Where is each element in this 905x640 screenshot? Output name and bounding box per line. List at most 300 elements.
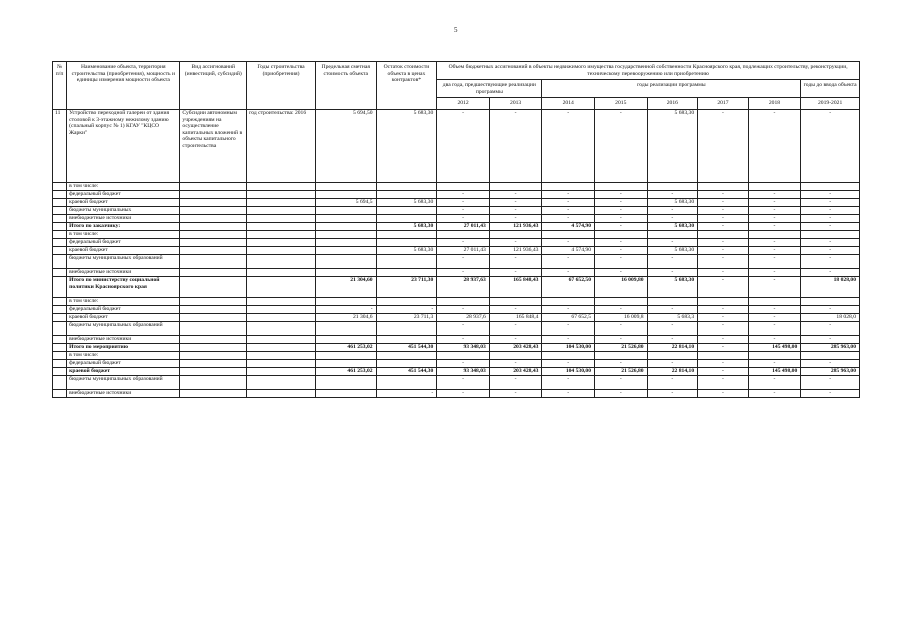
row-value (437, 182, 490, 190)
budget-table (52, 61, 860, 398)
row-value (647, 351, 698, 359)
row-value: 21 526,80 (594, 367, 647, 375)
row-label: краевой бюджет (67, 246, 180, 254)
row-label: в том числе: (67, 297, 180, 305)
row-max-cost (315, 335, 376, 343)
row-value: - (748, 254, 801, 268)
row-years-cell (247, 190, 316, 198)
row-value: 28 937,63 (437, 276, 490, 297)
row-value: 21 526,80 (594, 343, 647, 351)
row-rest-cost (376, 190, 437, 198)
object-row (53, 109, 860, 182)
row-rest-cost (376, 321, 437, 335)
row-value: - (698, 375, 749, 389)
row-value: - (647, 389, 698, 397)
row-value: - (542, 389, 595, 397)
year-header: 2019-2021 (801, 98, 860, 110)
row-value (594, 297, 647, 305)
row-value: - (748, 375, 801, 389)
row-type-cell (180, 351, 247, 359)
row-value (698, 297, 749, 305)
row-value: 93 348,03 (437, 343, 490, 351)
row-value: - (698, 335, 749, 343)
row-no-cell (53, 254, 67, 268)
row-value: 22 814,10 (647, 367, 698, 375)
row-value: 104 530,00 (542, 343, 595, 351)
row-value: 16 009,8 (594, 313, 647, 321)
table-row (53, 198, 860, 206)
row-value: - (594, 206, 647, 214)
row-type-cell (180, 367, 247, 375)
row-value (698, 230, 749, 238)
row-rest-cost (376, 182, 437, 190)
row-value: - (698, 313, 749, 321)
row-value: - (489, 335, 542, 343)
row-value: - (748, 268, 801, 276)
row-years-cell (247, 214, 316, 222)
row-value (801, 182, 860, 190)
row-value: - (489, 238, 542, 246)
row-value: - (748, 389, 801, 397)
row-value: - (542, 190, 595, 198)
row-type-cell (180, 297, 247, 305)
row-value (647, 230, 698, 238)
row-rest-cost (376, 359, 437, 367)
row-value: - (437, 389, 490, 397)
row-value (748, 351, 801, 359)
row-value: 18 028,00 (801, 276, 860, 297)
row-value (801, 351, 860, 359)
row-value: - (594, 198, 647, 206)
header-two-years: два года, предшествующие реализации программы (437, 80, 542, 98)
row-no-cell (53, 367, 67, 375)
row-value: 67 652,50 (542, 276, 595, 297)
table-row (53, 206, 860, 214)
row-value: 121 936,43 (489, 222, 542, 230)
row-no-cell (53, 359, 67, 367)
row-no-cell (53, 389, 67, 397)
row-value: - (801, 190, 860, 198)
row-value: 93 348,03 (437, 367, 490, 375)
row-rest-cost (376, 268, 437, 276)
row-value (647, 297, 698, 305)
row-max-cost (315, 238, 376, 246)
row-type-cell (180, 222, 247, 230)
row-label: внебюджетные источники (67, 214, 180, 222)
row-years-cell (247, 351, 316, 359)
row-value: - (437, 321, 490, 335)
row-value: - (437, 190, 490, 198)
row-years-cell (247, 206, 316, 214)
row-value: - (698, 268, 749, 276)
row-value: - (489, 359, 542, 367)
row-max-cost: 21 304,6 (315, 313, 376, 321)
row-type-cell (180, 343, 247, 351)
row-max-cost: 461 253,02 (315, 367, 376, 375)
row-value (748, 297, 801, 305)
row-value: - (647, 335, 698, 343)
header-volume: Объем бюджетных ассигнований в объекты недвижимого имущества государственной собственности Красноярского края, подлежащих строительству, реконструкции, техническому перевооружению или приобретению (437, 62, 860, 80)
row-value: 18 028,0 (801, 313, 860, 321)
row-years-cell (247, 359, 316, 367)
row-value: - (698, 238, 749, 246)
row-years-cell (247, 389, 316, 397)
object-value: - (594, 109, 647, 182)
row-max-cost (315, 222, 376, 230)
row-rest-cost (376, 238, 437, 246)
row-max-cost (315, 254, 376, 268)
row-value: - (489, 375, 542, 389)
row-years-cell (247, 313, 316, 321)
header-rest-cost: Остаток стоимости объекта в ценах контрактов* (376, 62, 437, 110)
row-value: - (437, 198, 490, 206)
table-row (53, 297, 860, 305)
row-value: 203 428,43 (489, 367, 542, 375)
header-program-years: годы реализации программы (542, 80, 801, 98)
row-value (594, 230, 647, 238)
row-value: - (647, 190, 698, 198)
row-value: - (542, 375, 595, 389)
row-max-cost (315, 214, 376, 222)
row-years-cell (247, 367, 316, 375)
table-row (53, 182, 860, 190)
row-max-cost: - (315, 305, 376, 313)
row-label: внебюджетные источники (67, 335, 180, 343)
row-rest-cost: - (376, 305, 437, 313)
row-max-cost: 461 253,02 (315, 343, 376, 351)
row-rest-cost: 23 711,30 (376, 276, 437, 297)
row-rest-cost (376, 297, 437, 305)
row-value (698, 351, 749, 359)
row-value: - (698, 367, 749, 375)
row-value: - (489, 206, 542, 214)
row-max-cost (315, 351, 376, 359)
row-type-cell (180, 190, 247, 198)
row-label: в том числе: (67, 182, 180, 190)
row-type-cell (180, 321, 247, 335)
row-max-cost: 21 304,60 (315, 276, 376, 297)
row-years-cell (247, 268, 316, 276)
row-years-cell (247, 198, 316, 206)
row-label: бюджеты муниципальных образований (67, 375, 180, 389)
row-type-cell (180, 268, 247, 276)
row-value: - (801, 222, 860, 230)
row-type-cell (180, 335, 247, 343)
row-value: - (698, 190, 749, 198)
row-label: бюджеты муниципальных образований (67, 321, 180, 335)
row-value: 4 574,90 (542, 246, 595, 254)
row-value: - (594, 214, 647, 222)
row-value: 285 963,00 (801, 343, 860, 351)
row-value (748, 182, 801, 190)
row-value: - (542, 268, 595, 276)
row-value: - (594, 254, 647, 268)
row-max-cost (315, 246, 376, 254)
row-value: - (748, 238, 801, 246)
row-value: - (748, 214, 801, 222)
row-max-cost (315, 389, 376, 397)
row-value (542, 297, 595, 305)
row-value (489, 230, 542, 238)
row-value: - (542, 305, 595, 313)
row-value: 5 683,30 (647, 246, 698, 254)
row-type-cell (180, 313, 247, 321)
row-no-cell (53, 246, 67, 254)
table-row (53, 335, 860, 343)
row-type-cell (180, 246, 247, 254)
row-value: - (594, 335, 647, 343)
row-rest-cost (376, 206, 437, 214)
row-type-cell (180, 206, 247, 214)
row-no-cell (53, 214, 67, 222)
row-value: - (489, 389, 542, 397)
row-years-cell (247, 182, 316, 190)
row-value: - (748, 206, 801, 214)
row-value: - (594, 190, 647, 198)
table-row (53, 190, 860, 198)
row-value: 285 963,00 (801, 367, 860, 375)
row-years-cell (247, 276, 316, 297)
row-type-cell (180, 359, 247, 367)
row-value: - (698, 214, 749, 222)
row-value: 145 498,00 (748, 367, 801, 375)
row-value: - (801, 359, 860, 367)
row-rest-cost: 23 711,3 (376, 313, 437, 321)
row-value: - (489, 254, 542, 268)
row-value (801, 297, 860, 305)
row-rest-cost: 451 544,30 (376, 343, 437, 351)
row-value: - (542, 198, 595, 206)
row-years-cell (247, 321, 316, 335)
row-value: - (594, 238, 647, 246)
object-value: - (748, 109, 801, 182)
row-value: - (748, 335, 801, 343)
row-value: - (748, 305, 801, 313)
row-value: - (437, 206, 490, 214)
row-value (698, 182, 749, 190)
row-years-cell (247, 297, 316, 305)
row-type-cell (180, 238, 247, 246)
row-value: 5 683,3 (647, 313, 698, 321)
row-no-cell (53, 230, 67, 238)
header-no: № п/п (53, 62, 67, 110)
row-value: - (748, 313, 801, 321)
object-value: - (437, 109, 490, 182)
row-value: - (437, 359, 490, 367)
row-value: - (698, 321, 749, 335)
row-years-cell (247, 254, 316, 268)
row-years-cell (247, 246, 316, 254)
object-years: год строительства: 2016 (247, 109, 316, 182)
row-value: - (748, 222, 801, 230)
row-label: бюджеты муниципальных (67, 206, 180, 214)
row-value: - (801, 238, 860, 246)
row-max-cost (315, 321, 376, 335)
row-value: - (594, 246, 647, 254)
row-value: 5 683,30 (647, 222, 698, 230)
row-value (542, 230, 595, 238)
row-value: 121 936,43 (489, 246, 542, 254)
row-value: - (542, 254, 595, 268)
table-row (53, 214, 860, 222)
row-value: - (748, 321, 801, 335)
row-rest-cost (376, 351, 437, 359)
row-value: - (801, 268, 860, 276)
row-value: - (647, 268, 698, 276)
row-value: - (542, 321, 595, 335)
table-row (53, 268, 860, 276)
row-rest-cost: 5 683,30 (376, 222, 437, 230)
row-no-cell (53, 182, 67, 190)
row-label: краевой бюджет (67, 367, 180, 375)
row-type-cell (180, 182, 247, 190)
row-value: - (748, 359, 801, 367)
row-max-cost (315, 375, 376, 389)
row-type-cell (180, 305, 247, 313)
row-value: - (594, 359, 647, 367)
row-value (489, 351, 542, 359)
row-rest-cost: 5 683,30 (376, 246, 437, 254)
row-max-cost: 5 694,5 (315, 198, 376, 206)
table-row (53, 313, 860, 321)
year-header: 2012 (437, 98, 490, 110)
row-value: - (698, 305, 749, 313)
row-max-cost (315, 359, 376, 367)
row-value: - (748, 246, 801, 254)
row-value: - (489, 305, 542, 313)
year-header: 2018 (748, 98, 801, 110)
row-value: - (542, 335, 595, 343)
object-type: Субсидии автономным учреждениям на осуществление капитальных вложений в объекты капитального строительства (180, 109, 247, 182)
object-name: Устройство переходной галереи от здания столовой к 3-этажному нежилому зданию (спальный корпус № 1) КГАУ "КЦСО Жарки" (67, 109, 180, 182)
row-value (489, 182, 542, 190)
row-type-cell (180, 198, 247, 206)
row-rest-cost (376, 254, 437, 268)
row-value: - (594, 321, 647, 335)
row-value: - (801, 321, 860, 335)
row-value: 165 848,4 (489, 313, 542, 321)
row-value: - (801, 198, 860, 206)
row-no-cell (53, 276, 67, 297)
table-row (53, 254, 860, 268)
row-value: - (647, 375, 698, 389)
row-no-cell (53, 268, 67, 276)
row-value: - (437, 268, 490, 276)
row-value: - (542, 359, 595, 367)
row-value: - (594, 268, 647, 276)
row-value: - (801, 214, 860, 222)
row-value: - (437, 305, 490, 313)
table-row (53, 343, 860, 351)
row-value: - (698, 389, 749, 397)
row-no-cell (53, 343, 67, 351)
row-label: Итого по заказчику: (67, 222, 180, 230)
header-until: годы до ввода объекта (801, 80, 860, 98)
row-value: - (801, 206, 860, 214)
year-header: 2016 (647, 98, 698, 110)
row-rest-cost (376, 230, 437, 238)
row-value: - (647, 214, 698, 222)
row-value (542, 351, 595, 359)
row-value: - (647, 359, 698, 367)
row-label: Итого по мероприятию (67, 343, 180, 351)
object-no: 11 (53, 109, 67, 182)
row-type-cell (180, 375, 247, 389)
row-no-cell (53, 305, 67, 313)
row-rest-cost: 451 544,30 (376, 367, 437, 375)
row-value: - (489, 214, 542, 222)
row-rest-cost: - (376, 389, 437, 397)
row-value (647, 182, 698, 190)
object-value: - (489, 109, 542, 182)
table-row (53, 367, 860, 375)
row-value: 145 498,00 (748, 343, 801, 351)
row-years-cell (247, 305, 316, 313)
row-value: - (542, 206, 595, 214)
page-number: 5 (454, 26, 458, 34)
row-value: 27 011,43 (437, 246, 490, 254)
table-row (53, 321, 860, 335)
row-years-cell (247, 335, 316, 343)
row-type-cell (180, 389, 247, 397)
object-max-cost: 5 694,50 (315, 109, 376, 182)
row-no-cell (53, 351, 67, 359)
row-value: - (801, 305, 860, 313)
row-value (594, 182, 647, 190)
table-row (53, 389, 860, 397)
year-header: 2013 (489, 98, 542, 110)
row-value: 203 428,43 (489, 343, 542, 351)
row-value: 22 814,10 (647, 343, 698, 351)
row-label: краевой бюджет (67, 198, 180, 206)
row-label: федеральный бюджет (67, 190, 180, 198)
row-no-cell (53, 190, 67, 198)
row-value: - (489, 190, 542, 198)
row-no-cell (53, 297, 67, 305)
row-label: внебюджетные источники (67, 389, 180, 397)
row-no-cell (53, 222, 67, 230)
table-row (53, 351, 860, 359)
row-no-cell (53, 375, 67, 389)
row-value: - (437, 335, 490, 343)
row-max-cost (315, 190, 376, 198)
year-header: 2015 (594, 98, 647, 110)
row-value: 28 937,6 (437, 313, 490, 321)
table-row (53, 375, 860, 389)
table-row (53, 276, 860, 297)
row-rest-cost (376, 335, 437, 343)
table-row (53, 305, 860, 313)
year-header: 2014 (542, 98, 595, 110)
row-rest-cost (376, 375, 437, 389)
row-no-cell (53, 238, 67, 246)
row-no-cell (53, 206, 67, 214)
object-value: - (698, 109, 749, 182)
row-value (437, 351, 490, 359)
year-header: 2017 (698, 98, 749, 110)
row-value: - (489, 268, 542, 276)
row-value: 27 011,43 (437, 222, 490, 230)
row-value (437, 297, 490, 305)
row-value: - (594, 305, 647, 313)
row-value: - (748, 190, 801, 198)
row-value: - (489, 321, 542, 335)
row-no-cell (53, 313, 67, 321)
row-value: - (698, 246, 749, 254)
row-label: бюджеты муниципальных образований (67, 254, 180, 268)
row-value: - (698, 206, 749, 214)
row-value (489, 297, 542, 305)
